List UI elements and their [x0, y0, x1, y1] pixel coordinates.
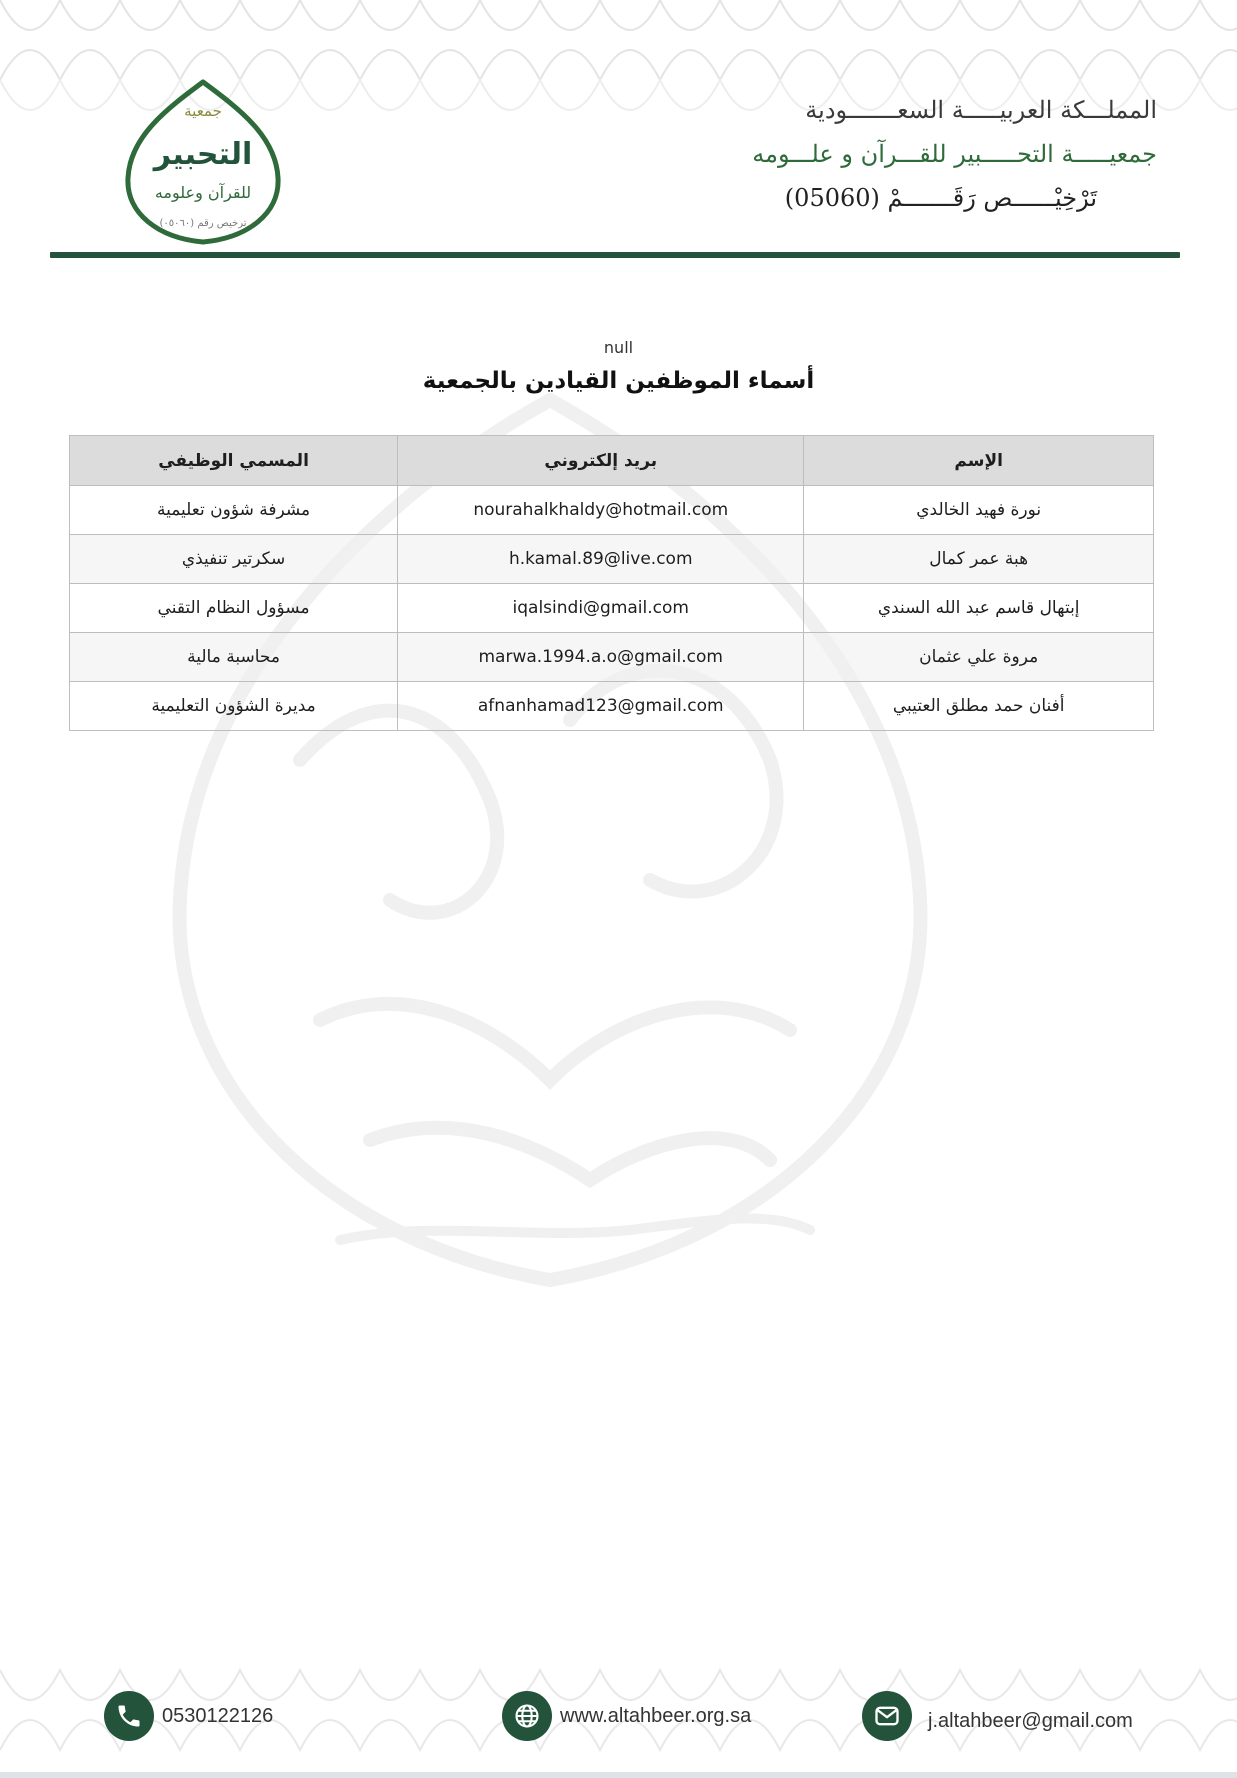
- header-name: الإسم: [804, 436, 1154, 486]
- cell-name: مروة علي عثمان: [804, 633, 1154, 682]
- cell-job-title: محاسبة مالية: [70, 633, 398, 682]
- mail-icon: [862, 1691, 912, 1741]
- footer-website-text: www.altahbeer.org.sa: [560, 1704, 752, 1727]
- cell-email[interactable]: marwa.1994.a.o@gmail.com: [398, 633, 804, 682]
- cell-email[interactable]: nourahalkhaldy@hotmail.com: [398, 486, 804, 535]
- header-text-block: [537, 88, 1157, 220]
- header-country: المملـــكة العربيـــــة السعـــــــودية: [805, 96, 1157, 124]
- cell-job-title: مسؤول النظام التقني: [70, 584, 398, 633]
- table-row: [70, 535, 1154, 584]
- phone-icon: [104, 1691, 154, 1741]
- footer-phone-text: 0530122126: [162, 1704, 274, 1727]
- cell-email[interactable]: h.kamal.89@live.com: [398, 535, 804, 584]
- bottom-border: [0, 1772, 1237, 1778]
- table-row: [70, 584, 1154, 633]
- footer-email[interactable]: [862, 1690, 1133, 1742]
- header-job-title: المسمي الوظيفي: [70, 436, 398, 486]
- page-title: أسماء الموظفين القيادين بالجمعية: [422, 368, 815, 394]
- logo-license-text: ترخيص رقم (٠٥٠٦٠): [159, 218, 247, 229]
- cell-job-title: مشرفة شؤون تعليمية: [70, 486, 398, 535]
- cell-name: هبة عمر كمال: [804, 535, 1154, 584]
- cell-job-title: سكرتير تنفيذي: [70, 535, 398, 584]
- table-header-row: [70, 436, 1154, 486]
- cell-email[interactable]: iqalsindi@gmail.com: [398, 584, 804, 633]
- cell-name: أفنان حمد مطلق العتيبي: [804, 682, 1154, 731]
- footer-phone[interactable]: [104, 1690, 273, 1742]
- null-label: null: [603, 338, 634, 357]
- cell-name: إبتهال قاسم عبد الله السندي: [804, 584, 1154, 633]
- header-divider: [50, 252, 1180, 258]
- cell-email[interactable]: afnanhamad123@gmail.com: [398, 682, 804, 731]
- table-row: [70, 633, 1154, 682]
- table-row: [70, 682, 1154, 731]
- cell-name: نورة فهيد الخالدي: [804, 486, 1154, 535]
- footer-email-text: j.altahbeer@gmail.com: [928, 1709, 1133, 1732]
- logo-top-text: جمعية: [184, 102, 222, 120]
- table-row: [70, 486, 1154, 535]
- logo-main-text: التحبير: [153, 137, 253, 172]
- footer-website[interactable]: [502, 1690, 751, 1742]
- header-association: جمعيـــــة التحـــــبير للقـــرآن و علـــومه: [752, 140, 1157, 168]
- header-email: بريد إلكتروني: [398, 436, 804, 486]
- logo-sub-text: للقرآن وعلومه: [154, 183, 252, 202]
- association-logo: [118, 78, 288, 248]
- header-license: تَرْخِيْــــــص رَقَـــــــمْ (05060): [784, 184, 1097, 212]
- globe-icon: [502, 1691, 552, 1741]
- cell-job-title: مديرة الشؤون التعليمية: [70, 682, 398, 731]
- staff-table: [69, 435, 1154, 731]
